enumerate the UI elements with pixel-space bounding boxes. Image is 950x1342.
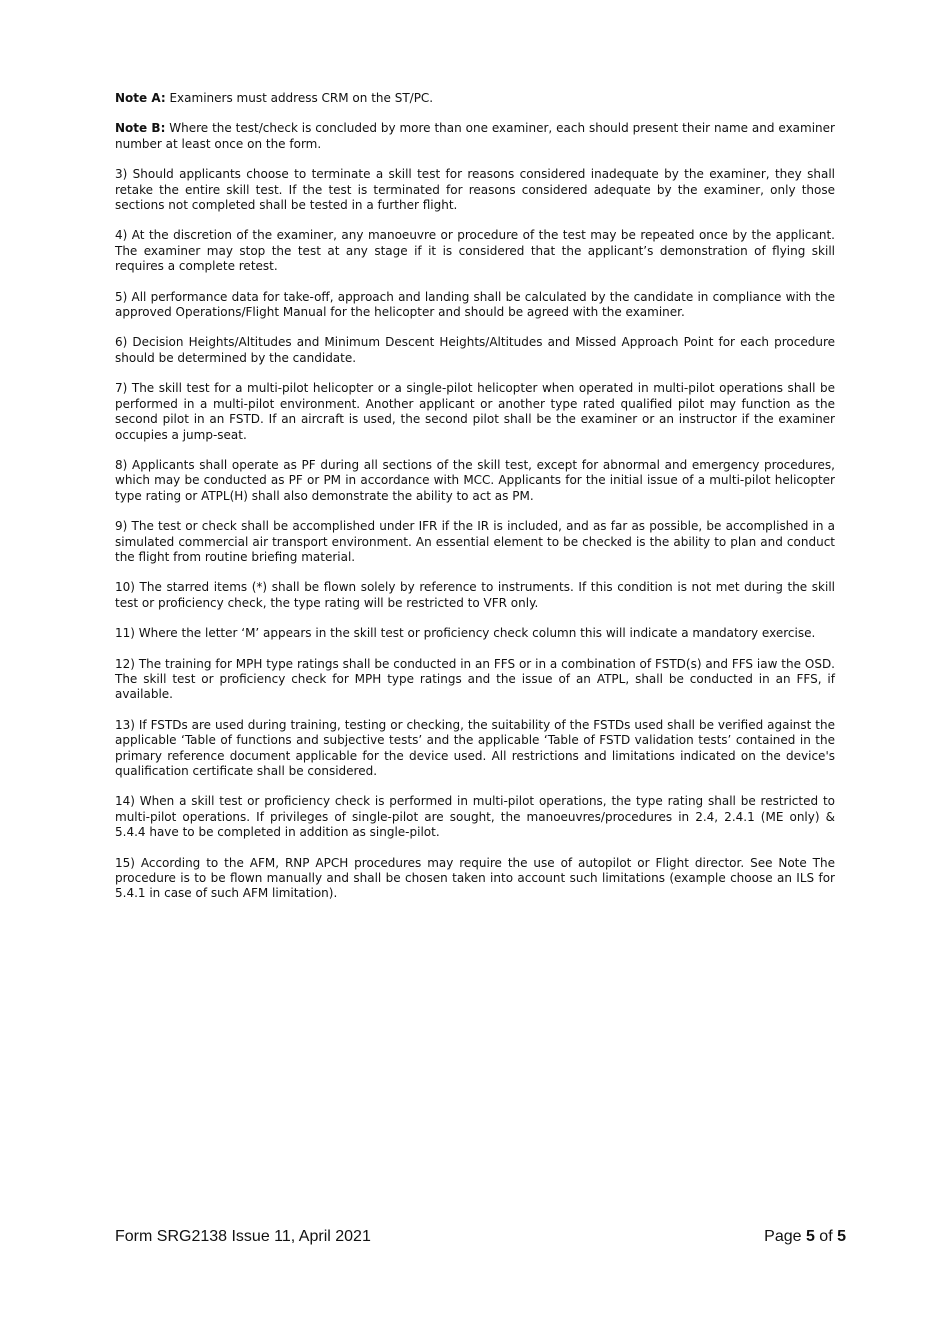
page-number: [764, 1228, 846, 1246]
note-b-text: Where the test/check is concluded by more than one examiner, each should present their name and examiner number at least once on the form.: [115, 121, 835, 151]
document-body: [115, 91, 835, 917]
note-b: [115, 121, 835, 152]
paragraph-10: 10) The starred items (*) shall be flown solely by reference to instruments. If this condition is not met during the skill test or proficiency check, the type rating will be restricted to VFR only.: [115, 580, 835, 610]
paragraph-9: 9) The test or check shall be accomplished under IFR if the IR is included, and as far as possible, be accomplished in a simulated commercial air transport environment. An essential element to be checked is the ability to plan and conduct the flight from routine briefing material.: [115, 519, 835, 564]
paragraph-7: 7) The skill test for a multi-pilot helicopter or a single-pilot helicopter when operated in multi-pilot operations shall be performed in a multi-pilot environment. Another applicant or another type rated qualified pilot may function as the second pilot in an FSTD. If an aircraft is used, the second pilot shall be the examiner or an instructor if the examiner occupies a jump-seat.: [115, 381, 835, 442]
form-reference: Form SRG2138 Issue 11, April 2021: [115, 1228, 371, 1245]
paragraph-11: 11) Where the letter ‘M’ appears in the skill test or proficiency check column this will indicate a mandatory exercise.: [115, 626, 816, 641]
note-b-label: Note B:: [115, 121, 166, 136]
page-of: of: [814, 1228, 838, 1245]
paragraph-13: 13) If FSTDs are used during training, testing or checking, the suitability of the FSTDs used shall be verified against the applicable ‘Table of functions and subjective tests’ and the applicable ‘Table of FSTD validation tests’ contained in the primary reference document applicable for the device used. All restrictions and limitations indicated on the device's qualification certificate shall be considered.: [115, 717, 835, 778]
paragraph-14: 14) When a skill test or proficiency check is performed in multi-pilot operations, the type rating shall be restricted to multi-pilot operations. If privileges of single-pilot are sought, the manoeuvres/procedures in 2.4, 2.4.1 (ME only) & 5.4.4 have to be completed in addition as single-pilot.: [115, 794, 835, 840]
paragraph-12: 12) The training for MPH type ratings shall be conducted in an FFS or in a combination of FSTD(s) and FFS iaw the OSD. The skill test or proficiency check for MPH type ratings and the issue of an ATPL, shall be conducted in an FFS, if available.: [115, 656, 835, 702]
paragraph-4: 4) At the discretion of the examiner, any manoeuvre or procedure of the test may be repeated once by the applicant. The examiner may stop the test at any stage if it is considered that the applicant’s demonstration of flying skill requires a complete retest.: [115, 228, 835, 274]
note-a-label: Note A:: [115, 91, 166, 105]
paragraph-5: 5) All performance data for take-off, approach and landing shall be calculated by the candidate in compliance with the approved Operations/Flight Manual for the helicopter and should be agreed with the examiner.: [115, 289, 835, 320]
page-prefix: Page: [764, 1228, 806, 1245]
note-a-text: Examiners must address CRM on the ST/PC.: [165, 91, 434, 105]
page-footer: [115, 1228, 846, 1246]
page-total: 5: [837, 1228, 846, 1245]
paragraph-8: 8) Applicants shall operate as PF during all sections of the skill test, except for abnormal and emergency procedures, which may be conducted as PF or PM in accordance with MCC. Applicants for the initial issue of a multi-pilot helicopter type rating or ATPL(H) shall also demonstrate the ability to act as PM.: [115, 457, 835, 503]
paragraph-3: 3) Should applicants choose to terminate a skill test for reasons considered inadequate by the examiner, they shall retake the entire skill test. If the test is terminated for reasons considered adequate by the examiner, only those sections not completed shall be tested in a further flight.: [115, 167, 835, 213]
note-a: [115, 91, 835, 106]
paragraph-6: 6) Decision Heights/Altitudes and Minimum Descent Heights/Altitudes and Missed Approach Point for each procedure should be determined by the candidate.: [115, 335, 835, 365]
paragraph-15: 15) According to the AFM, RNP APCH procedures may require the use of autopilot or Flight director. See Note The procedure is to be flown manually and shall be chosen taken into account such limitations (example choose an ILS for 5.4.1 in case of such AFM limitation).: [115, 855, 835, 901]
page-current: 5: [805, 1228, 815, 1245]
